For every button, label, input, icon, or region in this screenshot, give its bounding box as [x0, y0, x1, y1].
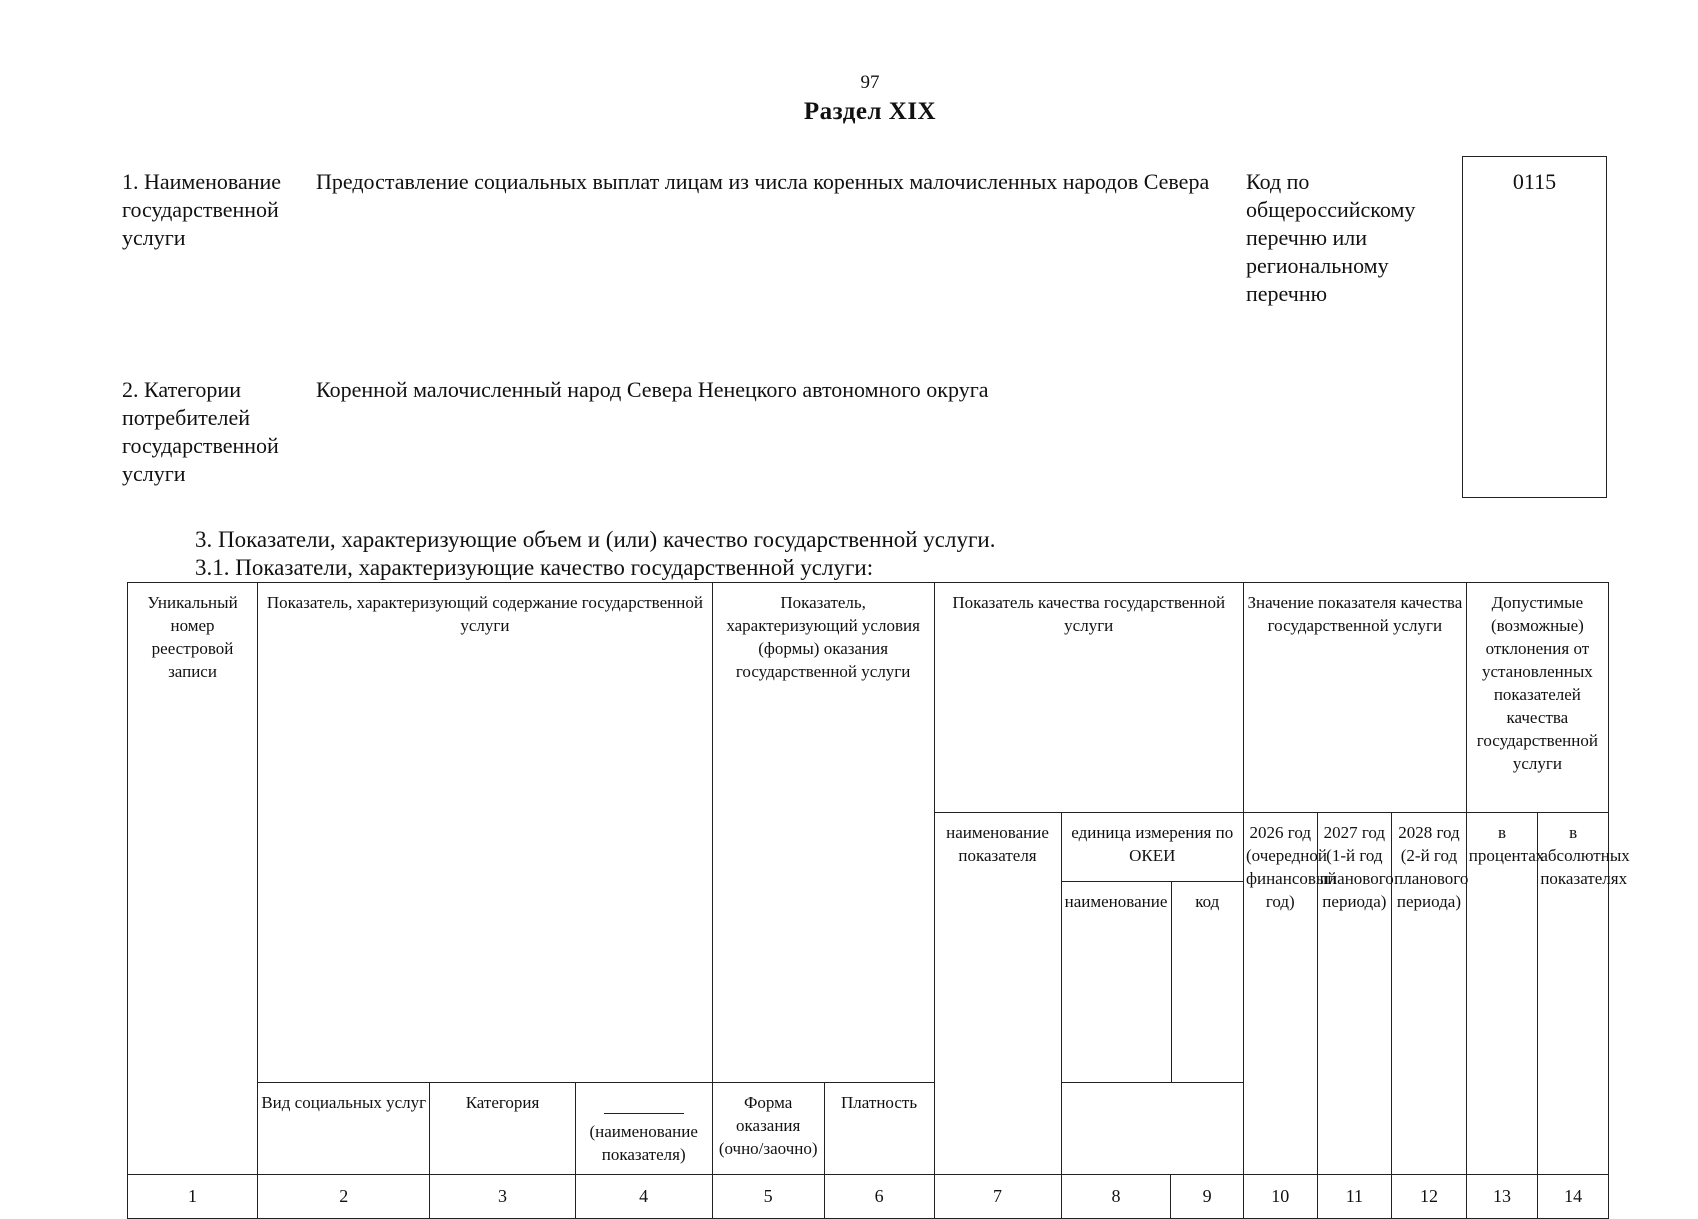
header-blank-indicator [575, 1083, 712, 1175]
column-number: 3 [430, 1175, 575, 1219]
header-year-2027: 2027 год (1-й год планового периода) [1317, 813, 1392, 1175]
header-unique-number: Уникальный номер реестровой записи [128, 583, 258, 1175]
page-number: 97 [860, 72, 880, 93]
code-label: Код по общероссийскому перечню или региональному перечню [1246, 169, 1416, 306]
header-blank-indicator-text: (наименование показателя) [589, 1122, 698, 1164]
header-year-2026: 2026 год (очередной финансовый год) [1243, 813, 1317, 1175]
header-unit-code: код [1195, 892, 1220, 911]
header-service-type: Вид социальных услуг [258, 1083, 430, 1175]
header-unit-okei [1061, 813, 1243, 1083]
column-number: 4 [575, 1175, 712, 1219]
header-service-form: Форма оказания (очно/заочно) [712, 1083, 824, 1175]
column-number: 1 [128, 1175, 258, 1219]
quality-indicators-table [127, 582, 1630, 1219]
header-indicator-value: Значение показателя качества государственной услуги [1243, 583, 1466, 813]
column-number: 10 [1243, 1175, 1317, 1219]
column-number: 5 [712, 1175, 824, 1219]
column-number: 13 [1466, 1175, 1538, 1219]
column-number: 6 [824, 1175, 934, 1219]
column-number: 9 [1171, 1175, 1244, 1219]
header-year-2028: 2028 год (2-й год планового периода) [1392, 813, 1467, 1175]
header-conditions-indicator: Показатель, характеризующий условия (формы) оказания государственной услуги [712, 583, 934, 1083]
column-number: 7 [934, 1175, 1061, 1219]
column-number: 8 [1061, 1175, 1171, 1219]
service-name-label: 1. Наименование государственной услуги [122, 169, 282, 250]
header-content-indicator: Показатель, характеризующий содержание государственной услуги [258, 583, 713, 1083]
header-quality-indicator: Показатель качества государственной услуги [934, 583, 1243, 813]
column-number: 14 [1538, 1175, 1609, 1219]
header-indicator-name: наименование показателя [934, 813, 1061, 1175]
service-name-value: Предоставление социальных выплат лицам из числа коренных малочисленных народов Севера [316, 169, 1210, 194]
column-number: 11 [1317, 1175, 1392, 1219]
section-3-heading: 3. Показатели, характеризующие объем и (или) качество государственной услуги. [195, 527, 996, 552]
header-unit-okei-text: единица измерения по ОКЕИ [1071, 823, 1234, 865]
blank-line [604, 1091, 684, 1114]
code-value: 0115 [1512, 169, 1557, 194]
header-deviation-percent: в процентах [1466, 813, 1538, 1175]
consumer-category-value: Коренной малочисленный народ Севера Ненецкого автономного округа [316, 377, 989, 402]
column-number: 2 [258, 1175, 430, 1219]
section-title: Раздел XIX [803, 98, 937, 125]
header-unit-name: наименование [1062, 882, 1172, 1082]
consumer-category-label: 2. Категории потребителей государственной услуги [122, 377, 279, 486]
header-deviation-absolute: в абсолютных показателях [1538, 813, 1609, 1175]
header-allowed-deviation: Допустимые (возможные) отклонения от установленных показателей качества государственной услуги [1466, 583, 1608, 813]
header-payment: Платность [824, 1083, 934, 1175]
section-3-1-heading: 3.1. Показатели, характеризующие качество государственной услуги: [195, 555, 874, 580]
column-number: 12 [1392, 1175, 1467, 1219]
header-category: Категория [430, 1083, 575, 1175]
code-box [1462, 156, 1607, 498]
